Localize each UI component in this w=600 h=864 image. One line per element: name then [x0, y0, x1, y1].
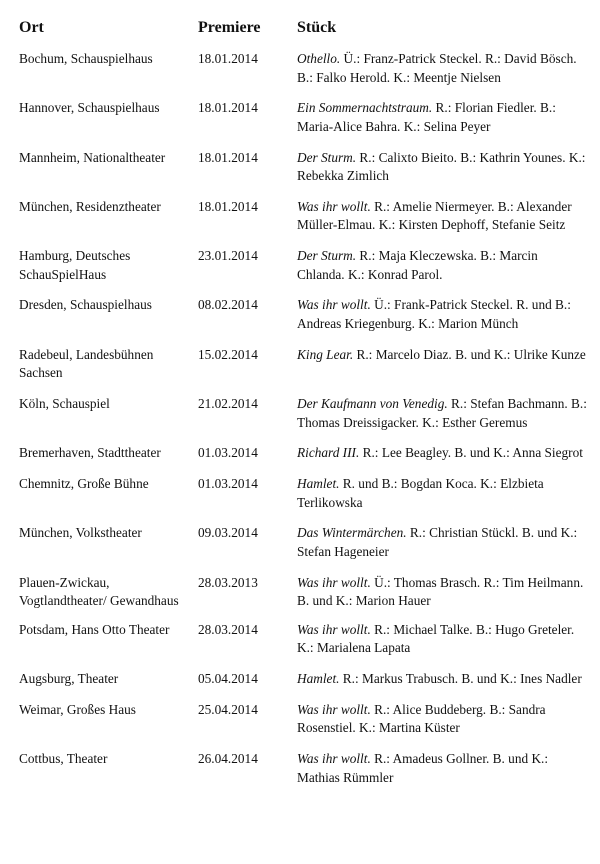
play-title: Der Kaufmann von Venedig. — [297, 396, 448, 412]
cell-stueck — [297, 574, 588, 621]
cell-ort: Hannover, Schauspielhaus — [19, 100, 160, 116]
cell-stueck — [297, 99, 588, 148]
cell-ort: Mannheim, Nationaltheater — [19, 149, 166, 165]
table-body — [19, 50, 588, 799]
play-title: Was ihr wollt. — [297, 198, 371, 214]
cell-premiere: 21.02.2014 — [198, 396, 258, 412]
table-row — [19, 574, 588, 621]
table-row — [19, 670, 588, 701]
cell-premiere: 23.01.2014 — [198, 248, 258, 264]
play-title: Was ihr wollt. — [297, 574, 371, 590]
cell-ort: Weimar, Großes Haus — [19, 701, 136, 717]
header-premiere: Premiere — [198, 19, 261, 36]
cell-premiere: 18.01.2014 — [198, 51, 258, 66]
cell-ort: München, Residenztheater — [19, 198, 161, 214]
cell-ort: Potsdam, Hans Otto Theater — [19, 621, 170, 637]
cell-stueck — [297, 701, 588, 750]
cell-premiere: 25.04.2014 — [198, 701, 258, 717]
header-stueck: Stück — [297, 19, 337, 36]
cell-ort: Chemnitz, Große Bühne — [19, 476, 149, 492]
play-credits: R.: Markus Trabusch. B. und K.: Ines Nadler — [339, 671, 582, 687]
play-credits: R.: Amelie Niermeyer. B.: Alexander Müller-Elmau. K.: Kirsten Dephoff, Stefanie Seitz — [297, 198, 572, 233]
cell-premiere: 05.04.2014 — [198, 671, 258, 687]
table-row — [19, 99, 588, 148]
table-row — [19, 149, 588, 198]
cell-ort: München, Volkstheater — [19, 525, 142, 541]
play-credits: R.: Christian Stückl. B. und K.: Stefan Hageneier — [297, 525, 578, 559]
play-credits: R.: Michael Talke. B.: Hugo Greteler. K.: Marialena Lapata — [297, 621, 575, 656]
cell-ort: Hamburg, Deutsches SchauSpielHaus — [19, 248, 131, 282]
cell-premiere: 15.02.2014 — [198, 346, 258, 362]
cell-stueck — [297, 296, 588, 345]
cell-premiere: 18.01.2014 — [198, 100, 258, 116]
cell-stueck — [297, 50, 588, 99]
cell-stueck — [297, 524, 588, 573]
cell-stueck — [297, 346, 588, 395]
play-credits: R.: Calixto Bieito. B.: Kathrin Younes. K.: Rebekka Zimlich — [297, 149, 586, 184]
cell-premiere: 26.04.2014 — [198, 751, 258, 767]
play-title: King Lear. — [297, 346, 354, 362]
play-title: Das Wintermärchen. — [297, 525, 407, 541]
cell-premiere: 18.01.2014 — [198, 198, 258, 214]
table-row — [19, 475, 588, 524]
table-row — [19, 296, 588, 345]
cell-stueck — [297, 475, 588, 524]
table-row — [19, 524, 588, 573]
play-title: Ein Sommernachtstraum. — [297, 100, 433, 116]
table-row — [19, 50, 588, 99]
play-title: Der Sturm. — [297, 149, 357, 165]
play-credits: R.: Lee Beagley. B. und K.: Anna Siegrot — [359, 445, 583, 461]
table-row — [19, 444, 588, 475]
cell-premiere: 28.03.2014 — [198, 621, 258, 637]
play-credits: R.: Amadeus Gollner. B. und K.: Mathias Rümmler — [297, 751, 549, 785]
cell-premiere: 01.03.2014 — [198, 476, 258, 492]
play-credits: Ü.: Frank-Patrick Steckel. R. und B.: Andreas Kriegenburg. K.: Marion Münch — [297, 297, 571, 331]
play-credits: Ü.: Franz-Patrick Steckel. R.: David Bösch. B.: Falko Herold. K.: Meentje Nielsen — [297, 51, 577, 85]
play-title: Was ihr wollt. — [297, 297, 371, 313]
table-row — [19, 701, 588, 750]
play-credits: R.: Florian Fiedler. B.: Maria-Alice Bahra. K.: Selina Peyer — [297, 100, 556, 134]
table-row — [19, 395, 588, 444]
cell-ort: Augsburg, Theater — [19, 671, 119, 687]
cell-stueck — [297, 670, 588, 701]
cell-premiere: 28.03.2013 — [198, 574, 258, 590]
cell-ort: Bochum, Schauspielhaus — [19, 51, 153, 66]
cell-premiere: 18.01.2014 — [198, 149, 258, 165]
play-title: Der Sturm. — [297, 248, 357, 264]
play-credits: R.: Maja Kleczewska. B.: Marcin Chlanda. K.: Konrad Parol. — [297, 248, 538, 282]
header-ort: Ort — [19, 19, 44, 36]
play-credits: Ü.: Thomas Brasch. R.: Tim Heilmann. B. und K.: Marion Hauer — [297, 574, 584, 609]
table-row — [19, 247, 588, 296]
play-title: Othello. — [297, 51, 341, 66]
play-credits: R.: Marcelo Diaz. B. und K.: Ulrike Kunze — [353, 346, 586, 362]
cell-premiere: 08.02.2014 — [198, 297, 258, 313]
cell-premiere: 01.03.2014 — [198, 445, 258, 461]
premiere-table — [19, 18, 588, 799]
cell-premiere: 09.03.2014 — [198, 525, 258, 541]
table-header — [19, 18, 588, 50]
play-title: Was ihr wollt. — [297, 701, 371, 717]
play-credits: R.: Stefan Bachmann. B.: Thomas Dreissigacker. K.: Esther Geremus — [297, 396, 587, 430]
cell-stueck — [297, 149, 588, 198]
header-row — [19, 18, 588, 50]
play-credits: R. und B.: Bogdan Koca. K.: Elzbieta Terlikowska — [297, 476, 544, 510]
play-title: Was ihr wollt. — [297, 621, 371, 637]
table-row — [19, 198, 588, 247]
cell-ort: Köln, Schauspiel — [19, 396, 110, 412]
cell-ort: Plauen-Zwickau, Vogtlandtheater/ Gewandhaus — [19, 574, 179, 609]
cell-ort: Radebeul, Landesbühnen Sachsen — [19, 346, 154, 381]
cell-stueck — [297, 621, 588, 670]
play-title: Hamlet. — [297, 476, 340, 492]
cell-stueck — [297, 247, 588, 296]
play-title: Richard III. — [297, 445, 360, 461]
cell-ort: Cottbus, Theater — [19, 751, 108, 767]
play-title: Hamlet. — [297, 671, 340, 687]
cell-ort: Bremerhaven, Stadttheater — [19, 445, 161, 461]
cell-ort: Dresden, Schauspielhaus — [19, 297, 152, 313]
cell-stueck — [297, 198, 588, 247]
play-title: Was ihr wollt. — [297, 751, 371, 767]
cell-stueck — [297, 444, 588, 475]
cell-stueck — [297, 750, 588, 799]
play-credits: R.: Alice Buddeberg. B.: Sandra Rosenstiel. K.: Martina Küster — [297, 701, 546, 736]
cell-stueck — [297, 395, 588, 444]
table-row — [19, 621, 588, 670]
table-row — [19, 346, 588, 395]
table-row — [19, 750, 588, 799]
